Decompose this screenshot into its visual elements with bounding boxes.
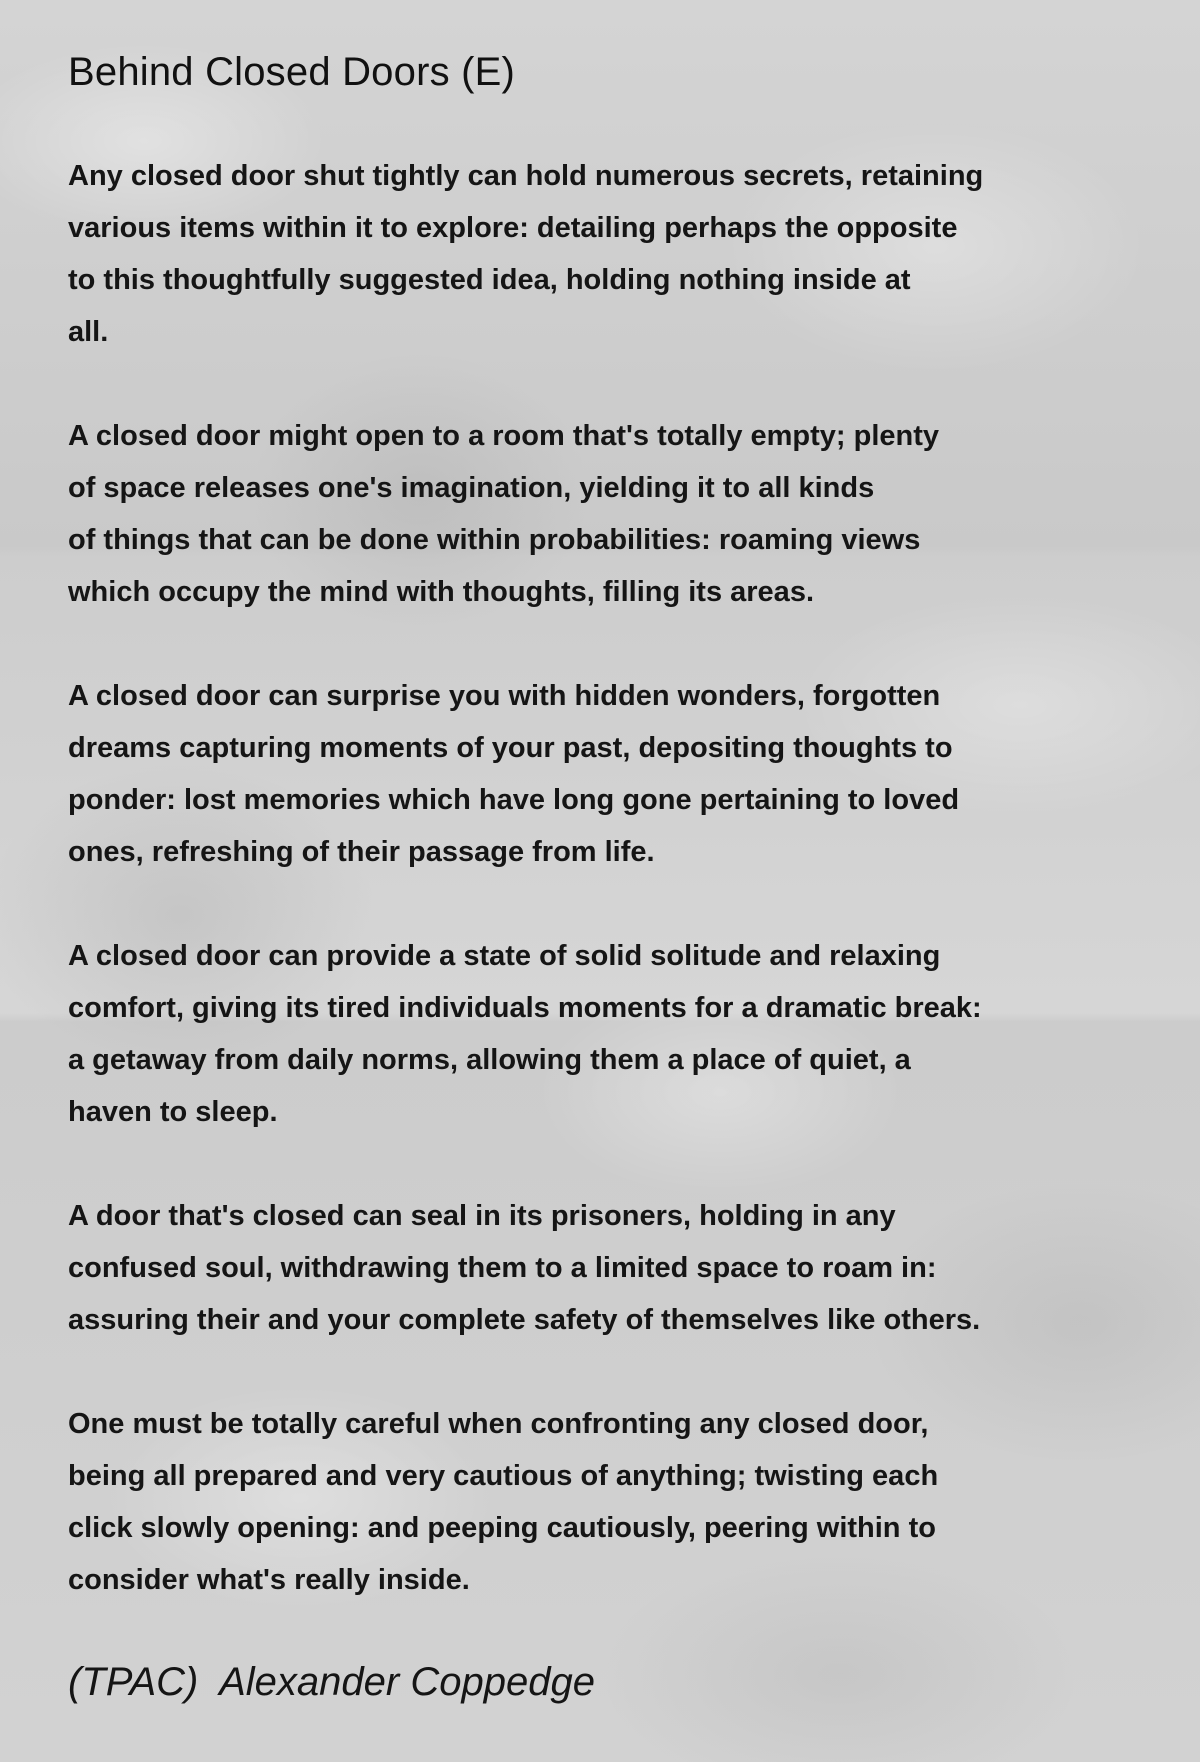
poem-line: click slowly opening: and peeping cautiously, peering within to	[68, 1512, 936, 1544]
poem-line: One must be totally careful when confronting any closed door,	[68, 1408, 929, 1440]
stanza-2	[68, 410, 1178, 618]
stanza-6	[68, 1398, 1178, 1606]
poem-line: A closed door can provide a state of solid solitude and relaxing	[68, 940, 941, 972]
poem-line: being all prepared and very cautious of anything; twisting each	[68, 1460, 939, 1492]
poem-line: of space releases one's imagination, yielding it to all kinds	[68, 472, 875, 504]
poem-title: Behind Closed Doors (E)	[68, 50, 516, 94]
poem-line: to this thoughtfully suggested idea, holding nothing inside at	[68, 264, 911, 296]
poem-line: of things that can be done within probabilities: roaming views	[68, 524, 921, 556]
poem-author: (TPAC) Alexander Coppedge	[68, 1660, 595, 1704]
stanza-4	[68, 930, 1178, 1138]
stanza-5	[68, 1190, 1178, 1346]
poem-line: consider what's really inside.	[68, 1564, 470, 1596]
poem-body	[68, 150, 1178, 1658]
poem-line: ones, refreshing of their passage from life.	[68, 836, 655, 868]
stanza-1	[68, 150, 1178, 358]
poem-line: dreams capturing moments of your past, depositing thoughts to	[68, 732, 953, 764]
poem-line: all.	[68, 316, 109, 348]
poem-line: assuring their and your complete safety of themselves like others.	[68, 1304, 981, 1336]
poem-line: A closed door can surprise you with hidden wonders, forgotten	[68, 680, 941, 712]
poem-line: various items within it to explore: detailing perhaps the opposite	[68, 212, 958, 244]
poem-line: A door that's closed can seal in its prisoners, holding in any	[68, 1200, 896, 1232]
poem-line: ponder: lost memories which have long gone pertaining to loved	[68, 784, 960, 816]
poem-line: Any closed door shut tightly can hold numerous secrets, retaining	[68, 160, 984, 192]
poem-line: haven to sleep.	[68, 1096, 278, 1128]
poem-line: A closed door might open to a room that's totally empty; plenty	[68, 420, 940, 452]
poem-line: comfort, giving its tired individuals moments for a dramatic break:	[68, 992, 982, 1024]
poem-line: a getaway from daily norms, allowing them a place of quiet, a	[68, 1044, 911, 1076]
stanza-3	[68, 670, 1178, 878]
poem-line: confused soul, withdrawing them to a limited space to roam in:	[68, 1252, 937, 1284]
poem-line: which occupy the mind with thoughts, filling its areas.	[68, 576, 814, 608]
